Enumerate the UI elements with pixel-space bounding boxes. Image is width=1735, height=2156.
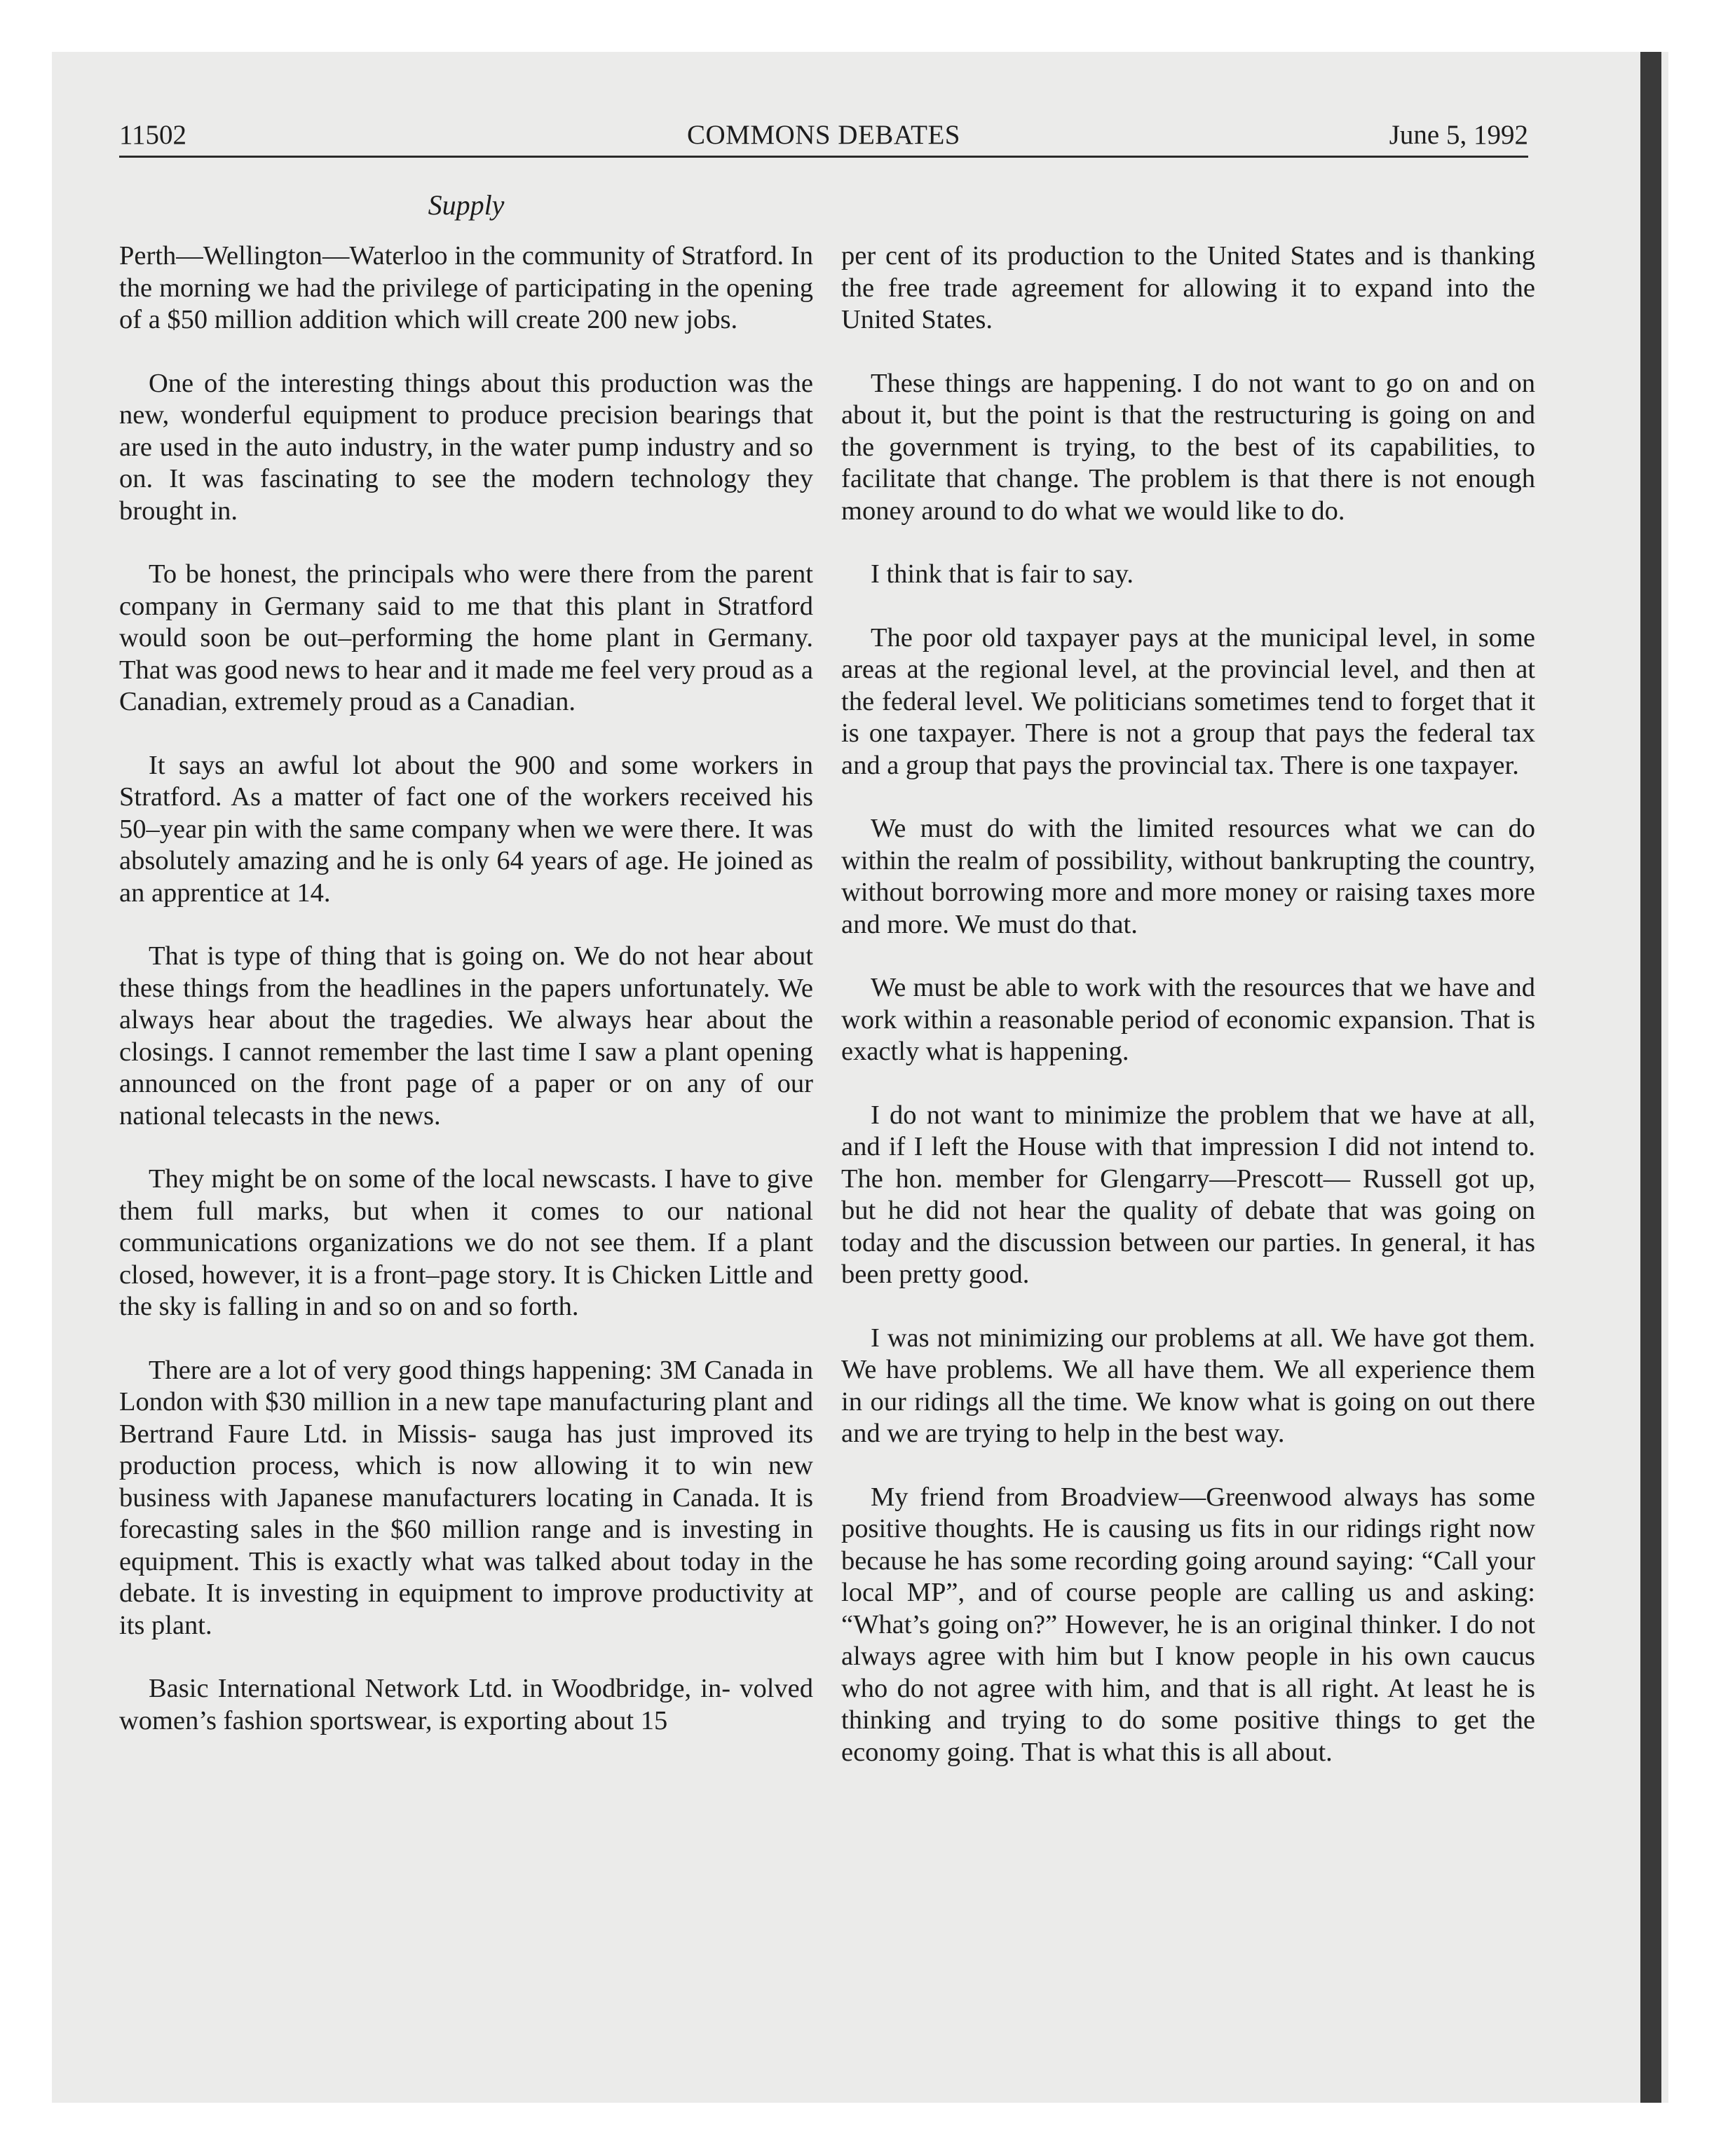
paragraph: Perth—Wellington—Waterloo in the community of Stratford. In the morning we had the privilege of participating in the opening of a $50 million addition which will create 200 new jobs. — [119, 241, 813, 334]
paragraph: They might be on some of the local newscasts. I have to give them full marks, but when it comes to our national communications organizations we do not see them. If a plant closed, however, it is a front–page story. It is Chicken Little and the sky is falling in and so on and so forth. — [119, 1164, 813, 1321]
publication-date: June 5, 1992 — [1389, 120, 1528, 150]
paragraph: That is type of thing that is going on. We do not hear about these things from the headlines in the papers unfortunately. We always hear about the tragedies. We always hear about the closings. I cannot remember the last time I saw a plant opening announced on the front page of a paper or on any of our national telecasts in the news. — [119, 941, 813, 1131]
page-header — [119, 118, 1528, 157]
page-number: 11502 — [119, 120, 187, 150]
scan-edge-bar — [1640, 52, 1661, 2103]
paragraph: There are a lot of very good things happening: 3M Canada in London with $30 million in a new tape manufacturing plant and Bertrand Faure Ltd. in Missis- sauga has just improved its production process, which is now allowing it to win new business with Japanese manufacturers locating in Canada. It is forecasting sales in the $60 million range and is investing in equipment. This is exactly what was talked about today in the debate. It is investing in equipment to improve productivity at its plant. — [119, 1355, 813, 1640]
paragraph: My friend from Broadview—Greenwood always has some positive thoughts. He is causing us fits in our ridings right now because he has some recording going around saying: “Call your local MP”, and of course people are calling us and asking: “What’s going on?” However, he is an original thinker. I do not always agree with him but I know people in his own caucus who do not agree with him, and that is all right. At least he is thinking and trying to do some positive things to get the economy going. That is what this is all about. — [841, 1482, 1535, 1767]
paragraph: It says an awful lot about the 900 and some workers in Stratford. As a matter of fact one of the workers received his 50–year pin with the same company when we were there. It was absolutely amazing and he is only 64 years of age. He joined as an apprentice at 14. — [119, 750, 813, 908]
publication-title: COMMONS DEBATES — [687, 120, 960, 150]
paragraph: These things are happening. I do not want to go on and on about it, but the point is that the restructuring is going on and the government is trying, to the best of its capabilities, to facilitate that change. The problem is that there is not enough money around to do what we would like to do. — [841, 368, 1535, 526]
paragraph: One of the interesting things about this production was the new, wonderful equipment to produce precision bearings that are used in the auto industry, in the water pump industry and so on. It was fascinating to see the modern technology they brought in. — [119, 368, 813, 526]
left-column — [119, 240, 813, 1768]
paragraph: per cent of its production to the United States and is thanking the free trade agreement for allowing it to expand into the United States. — [841, 241, 1535, 334]
paragraph: I was not minimizing our problems at all. We have got them. We have problems. We all have them. We all experience them in our ridings all the time. We know what is going on out there and we are trying to help in the best way. — [841, 1323, 1535, 1448]
paragraph: I think that is fair to say. — [871, 559, 1134, 589]
paragraph: To be honest, the principals who were there from the parent company in Germany said to me that this plant in Stratford would soon be out–performing the home plant in Germany. That was good news to hear and it made me feel very proud as a Canadian, extremely proud as a Canadian. — [119, 559, 813, 716]
paragraph: We must be able to work with the resources that we have and work within a reasonable period of economic expansion. That is exactly what is happening. — [841, 973, 1535, 1066]
right-column — [841, 240, 1535, 1800]
header-rule — [119, 156, 1528, 158]
paragraph: I do not want to minimize the problem that we have at all, and if I left the House with that impression I did not intend to. The hon. member for Glengarry—Prescott— Russell got up, but he did not hear the quality of debate that was going on today and the discussion between our parties. In general, it has been pretty good. — [841, 1100, 1535, 1289]
paragraph: We must do with the limited resources what we can do within the realm of possibility, without bankrupting the country, without borrowing more and more money or raising taxes more and more. We must do that. — [841, 814, 1535, 939]
paragraph: The poor old taxpayer pays at the municipal level, in some areas at the regional level, at the provincial level, and then at the federal level. We politicians sometimes tend to forget that it is one taxpayer. There is not a group that pays the federal tax and a group that pays the provincial tax. There is one taxpayer. — [841, 622, 1535, 780]
section-title: Supply — [428, 189, 505, 221]
paragraph: Basic International Network Ltd. in Woodbridge, in- volved women’s fashion sportswear, is exporting about 15 — [119, 1674, 813, 1735]
